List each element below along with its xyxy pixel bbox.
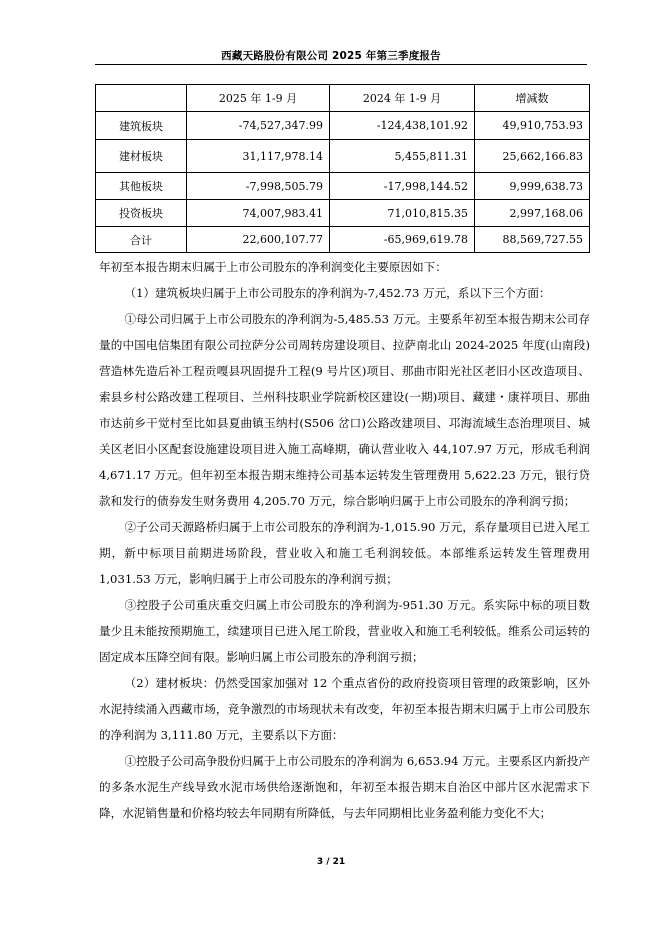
paragraph: ①母公司归属于上市公司股东的净利润为-5,485.53 万元。主要系年初至本报告期末公司存量的中国电信集团有限公司拉萨分公司周转房建设项目、拉萨南北山 2024-2025 年度(山南段)营造林先造后补工程贡嘎县巩固提升工程(9 号片区)项目、那曲市阳光社区老旧小区改造项目、索县乡村公路改建工程项目、兰州科技职业学院新校区建设(一期)项目、藏建・康祥项目、那曲市达前乡干觉村至比如县夏曲镇玉纳村(S506 岔口)公路改建项目、邛海流域生态治理项目、城关区老旧小区配套设施建设项目进入施工高峰期，确认营业收入 44,107.97 万元，形成毛利润 4,671.17 万元。但年初至本报告期末维持公司基本运转发生管理费用 5,622.23 万元，银行贷款和发行的债券发生财务费用 4,205.70 万元，综合影响归属于上市公司股东的净利润亏损；	[99, 312, 590, 508]
paragraph: ②子公司天源路桥归属于上市公司股东的净利润为-1,015.90 万元，系存量项目已进入尾工期，新中标项目前期进场阶段，营业收入和施工毛利润较低。本部维系运转发生管理费用 1,031.53 万元，影响归属于上市公司股东的净利润亏损；	[99, 520, 590, 586]
segment-profit-table	[95, 84, 590, 253]
paragraph: ③控股子公司重庆重交归属上市公司股东的净利润为-951.30 万元。系实际中标的项目数量少且未能按预期施工，续建项目已进入尾工阶段，营业收入和施工毛利较低。维系公司运转的固定成本压降空间有限。影响归属上市公司股东的净利润亏损；	[99, 598, 590, 664]
table-cell: 5,455,811.31	[330, 140, 475, 173]
table-cell: -65,969,619.78	[330, 227, 475, 253]
report-header: 西藏天路股份有限公司 2025 年第三季度报告	[221, 50, 441, 62]
row-label: 投资板块	[96, 200, 187, 227]
table-cell: -17,998,144.52	[330, 173, 475, 200]
row-label: 其他板块	[96, 173, 187, 200]
table-cell: 25,662,166.83	[475, 140, 590, 173]
table-header-cell	[96, 85, 187, 112]
table-cell: 2,997,168.06	[475, 200, 590, 227]
table-cell: 31,117,978.14	[187, 140, 330, 173]
paragraph: （1）建筑板块归属于上市公司股东的净利润为-7,452.73 万元，系以下三个方面：	[124, 286, 551, 300]
table-row	[96, 173, 590, 200]
table-row	[96, 200, 590, 227]
table-header-cell: 2024 年 1-9 月	[330, 85, 475, 112]
table-header-row	[96, 85, 590, 112]
body-text	[99, 254, 590, 826]
table-cell: -124,438,101.92	[330, 112, 475, 140]
page-number: 3 / 21	[316, 857, 346, 867]
table-cell: 71,010,815.35	[330, 200, 475, 227]
paragraph: （2）建材板块：仍然受国家加强对 12 个重点省份的政府投资项目管理的政策影响，区外水泥持续涌入西藏市场，竞争激烈的市场现状未有改变，年初至本报告期末归属于上市公司股东的净利润为 3,111.80 万元，主要系以下方面：	[99, 676, 590, 742]
row-label: 建筑板块	[96, 112, 187, 140]
table-cell: 74,007,983.41	[187, 200, 330, 227]
table-cell: -7,998,505.79	[187, 173, 330, 200]
table-header-cell: 增减数	[475, 85, 590, 112]
table-cell: 22,600,107.77	[187, 227, 330, 253]
paragraph: ①控股子公司高争股份归属于上市公司股东的净利润为 6,653.94 万元。主要系区内新投产的多条水泥生产线导致水泥市场供给逐渐饱和，年初至本报告期末自治区中部片区水泥需求下降，水泥销售量和价格均较去年同期有所降低，与去年同期相比业务盈利能力变化不大；	[99, 754, 590, 820]
row-label: 合计	[96, 227, 187, 253]
table-header-cell: 2025 年 1-9 月	[187, 85, 330, 112]
table-row	[96, 140, 590, 173]
table-cell: 9,999,638.73	[475, 173, 590, 200]
table-cell: -74,527,347.99	[187, 112, 330, 140]
paragraph: 年初至本报告期末归属于上市公司股东的净利润变化主要原因如下：	[99, 260, 447, 274]
row-label: 建材板块	[96, 140, 187, 173]
table-cell: 88,569,727.55	[475, 227, 590, 253]
table-cell: 49,910,753.93	[475, 112, 590, 140]
header-rule	[95, 64, 587, 65]
table-row-total	[96, 227, 590, 253]
table-row	[96, 112, 590, 140]
